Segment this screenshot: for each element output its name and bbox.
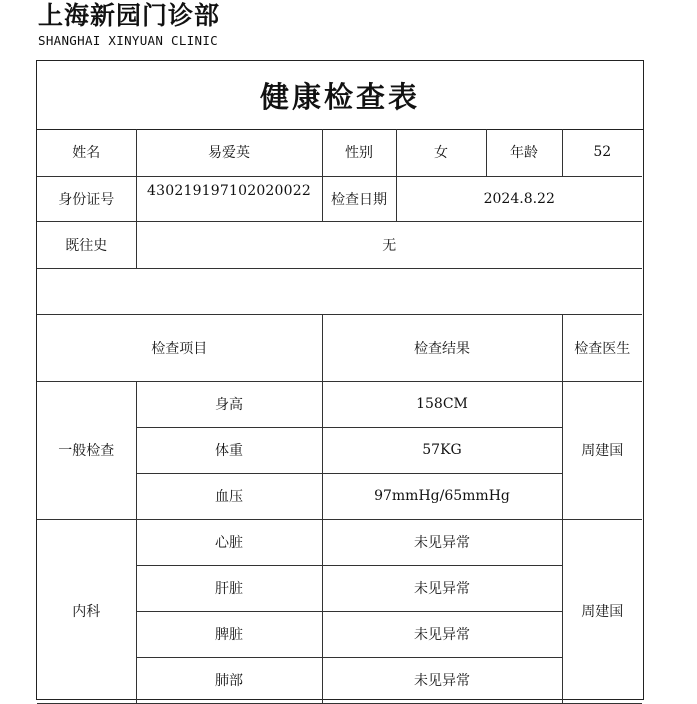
exam-item: 心脏	[136, 519, 322, 565]
age-label: 年龄	[486, 129, 562, 176]
category-internal: 内科	[37, 519, 136, 703]
clinic-name-en: SHANGHAI XINYUAN CLINIC	[38, 33, 218, 48]
exam-item: 脾脏	[136, 611, 322, 657]
blank-cell	[37, 268, 642, 314]
name-label: 姓名	[37, 129, 136, 176]
history-value: 无	[136, 221, 642, 268]
date-value: 2024.8.22	[396, 176, 642, 221]
exam-result: 57KG	[322, 427, 562, 473]
exam-result: 97mmHg/65mmHg	[322, 473, 562, 519]
exam-result: 未见异常	[322, 657, 562, 703]
table-row	[37, 519, 642, 565]
gender-value: 女	[396, 129, 486, 176]
category-general: 一般检查	[37, 381, 136, 519]
exam-result: 未见异常	[322, 611, 562, 657]
form-table	[37, 129, 642, 704]
col-header-result: 检查结果	[322, 314, 562, 381]
doctor-internal: 周建国	[562, 519, 642, 703]
name-value: 易爱英	[136, 129, 322, 176]
exam-result: 未见异常	[322, 519, 562, 565]
health-check-form	[36, 60, 644, 700]
exam-item: 肺部	[136, 657, 322, 703]
exam-item: 体重	[136, 427, 322, 473]
exam-item: 肝脏	[136, 565, 322, 611]
exam-result: 158CM	[322, 381, 562, 427]
history-row	[37, 221, 642, 268]
history-label: 既往史	[37, 221, 136, 268]
form-title: 健康检查表	[37, 61, 643, 130]
basic-info-row	[37, 129, 642, 176]
exam-result: 未见异常	[322, 565, 562, 611]
col-header-doctor: 检查医生	[562, 314, 642, 381]
col-header-item: 检查项目	[37, 314, 322, 381]
clinic-header	[38, 0, 220, 48]
blank-row	[37, 268, 642, 314]
exam-item: 身高	[136, 381, 322, 427]
id-value: 430219197102020022	[136, 176, 322, 221]
clinic-name-cn: 上海新园门诊部	[38, 1, 221, 30]
exam-header-row	[37, 314, 642, 381]
exam-item: 血压	[136, 473, 322, 519]
gender-label: 性别	[322, 129, 396, 176]
id-label: 身份证号	[37, 176, 136, 221]
age-value: 52	[562, 129, 642, 176]
table-row	[37, 381, 642, 427]
date-label: 检查日期	[322, 176, 396, 221]
id-row	[37, 176, 642, 221]
doctor-general: 周建国	[562, 381, 642, 519]
